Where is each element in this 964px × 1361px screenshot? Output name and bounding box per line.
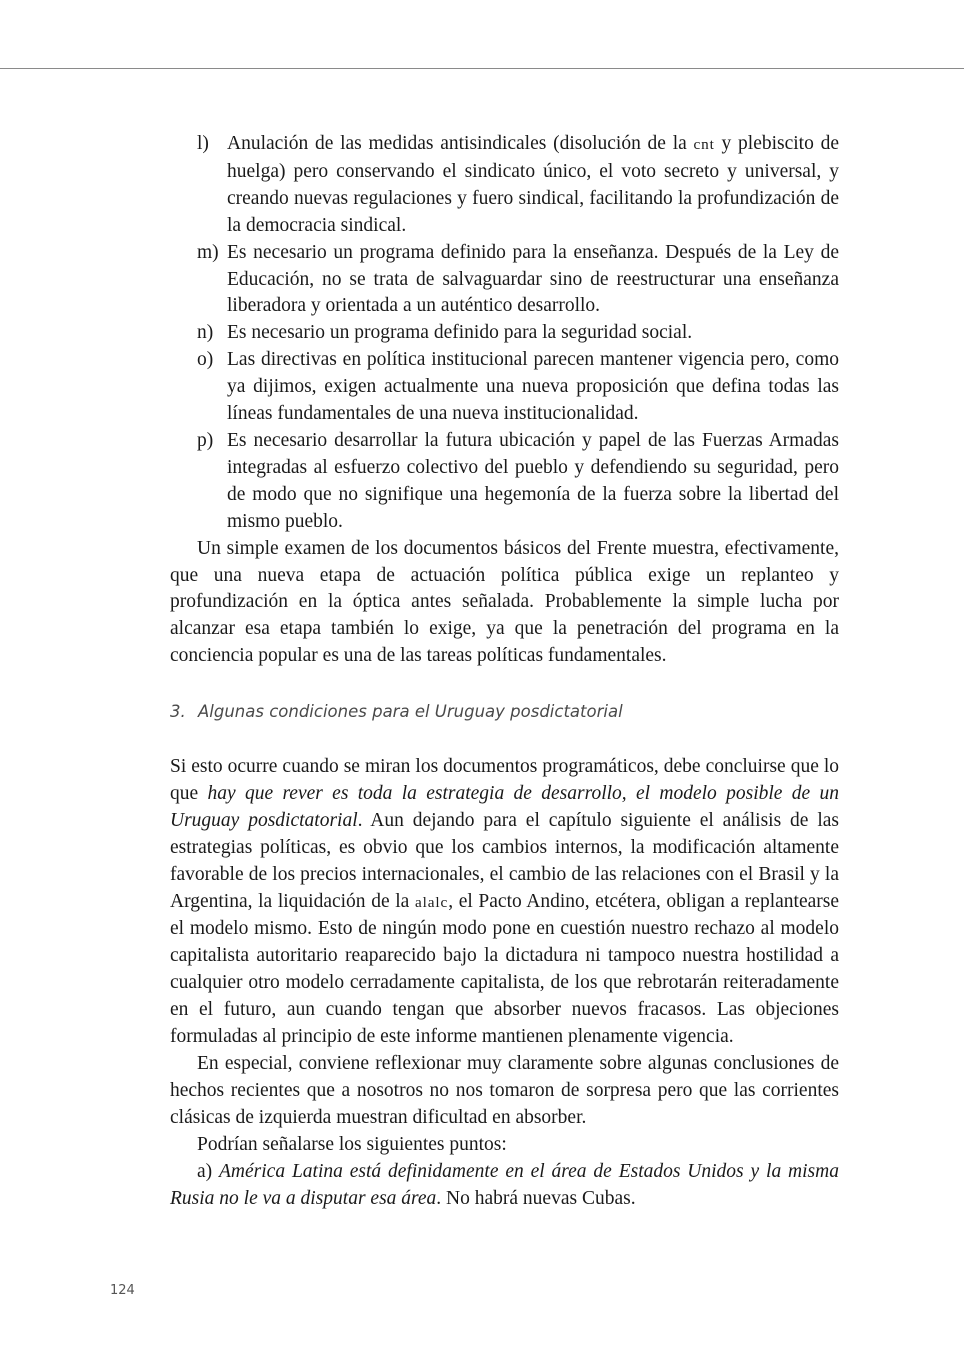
section-title: Algunas condiciones para el Uruguay posdictatorial bbox=[198, 702, 623, 721]
list-text: Es necesario un programa definido para la seguridad social. bbox=[227, 322, 693, 344]
body-paragraph-1 bbox=[170, 754, 839, 1051]
list-item-l bbox=[170, 131, 839, 240]
list-marker: m) bbox=[197, 241, 219, 263]
summary-paragraph: Un simple examen de los documentos básicos del Frente muestra, efectivamente, que una nueva etapa de actuación política pública exige un replanteo y profundización en la óptica antes señalada. Probablemente la simple lucha por alcanzar esa etapa también lo exige, ya que la penetración del programa en la conciencia popular es una de las tareas políticas fundamentales. bbox=[170, 537, 839, 667]
list-item-p bbox=[170, 428, 839, 536]
point-marker: a) bbox=[197, 1160, 220, 1182]
body-section bbox=[170, 754, 839, 1212]
section-number: 3. bbox=[170, 702, 186, 721]
list-section bbox=[170, 131, 839, 670]
paragraph-text: . Aun dejando para el capítulo siguiente el análisis de las estrategias políticas, es obvio que los cambios internos, la modificación altamente favorable de los precios internacionales, el cambio de las relaciones con el Brasil y la Argentina, la liquidación de la bbox=[170, 809, 839, 912]
list-text: Es necesario un programa definido para la enseñanza. Después de la Ley de Educación, no se trata de salvaguardar sino de reestructurar una enseñanza liberadora y orientada a un auténtico desarrollo. bbox=[227, 241, 839, 317]
list-item-o bbox=[170, 347, 839, 428]
list-marker: p) bbox=[197, 429, 214, 451]
list-text: Anulación de las medidas antisindicales (disolución de la bbox=[227, 133, 694, 154]
list-item-n bbox=[170, 320, 839, 347]
list-item-m bbox=[170, 240, 839, 321]
paragraph-text: . No habrá nuevas Cubas. bbox=[436, 1187, 636, 1209]
body-paragraph-4 bbox=[170, 1159, 839, 1213]
emphasis-text: América Latina está definidamente en el área de Estados Unidos y la misma Rusia no le va a disputar esa área bbox=[170, 1160, 839, 1209]
acronym-cnt: cnt bbox=[693, 136, 715, 153]
list-text: Es necesario desarrollar la futura ubicación y papel de las Fuerzas Armadas integradas al esfuerzo colectivo del pueblo y defendiendo su seguridad, pero de modo que no signifique una hegemonía de la fuerza sobre la libertad del mismo pueblo. bbox=[227, 429, 839, 532]
paragraph-text: , el Pacto Andino, etcétera, obligan a replantearse el modelo mismo. Esto de ningún modo pone en cuestión nuestro rechazo al modelo capitalista autoritario reaparecido bajo la dictadura ni tampoco nuestra hostilidad a cualquier otro modelo cerradamente capitalista, de los que rebrotarán reiteradamente en el futuro, aun cuando tengan que absorber nuevos fracasos. Las objeciones formuladas al principio de este informe mantienen plenamente vigencia. bbox=[170, 890, 839, 1048]
list-marker: n) bbox=[197, 322, 214, 344]
body-paragraph-2: En especial, conviene reflexionar muy claramente sobre algunas conclusiones de hechos recientes que a nosotros no nos tomaron de sorpresa pero que las corrientes clásicas de izquierda muestran dificultad en absorber. bbox=[170, 1052, 839, 1128]
list-text: y plebiscito de huelga) pero conservando el sindicato único, el voto secreto y universal, y creando nuevas regulaciones y fuero sindical, facilitando la profundización de la democracia sindical. bbox=[227, 133, 839, 236]
body-paragraph-3: Podrían señalarse los siguientes puntos: bbox=[197, 1133, 507, 1155]
emphasis-text: hay que rever es toda la estrategia de desarrollo, el modelo posible de un Uruguay posdictatorial bbox=[170, 782, 840, 831]
paragraph-text: Si esto ocurre cuando se miran los documentos programáticos, debe concluirse que lo que bbox=[170, 756, 839, 804]
section-heading bbox=[170, 702, 623, 721]
page-number: 124 bbox=[110, 1283, 135, 1298]
list-marker: o) bbox=[197, 349, 214, 371]
header-rule bbox=[0, 68, 964, 69]
list-marker: l) bbox=[197, 133, 209, 154]
list-text: Las directivas en política institucional parecen mantener vigencia pero, como ya dijimos, exigen actualmente una nueva proposición que defina todas las líneas fundamentales de una nueva institucionalidad. bbox=[227, 349, 839, 425]
acronym-alalc: alalc bbox=[414, 893, 449, 911]
